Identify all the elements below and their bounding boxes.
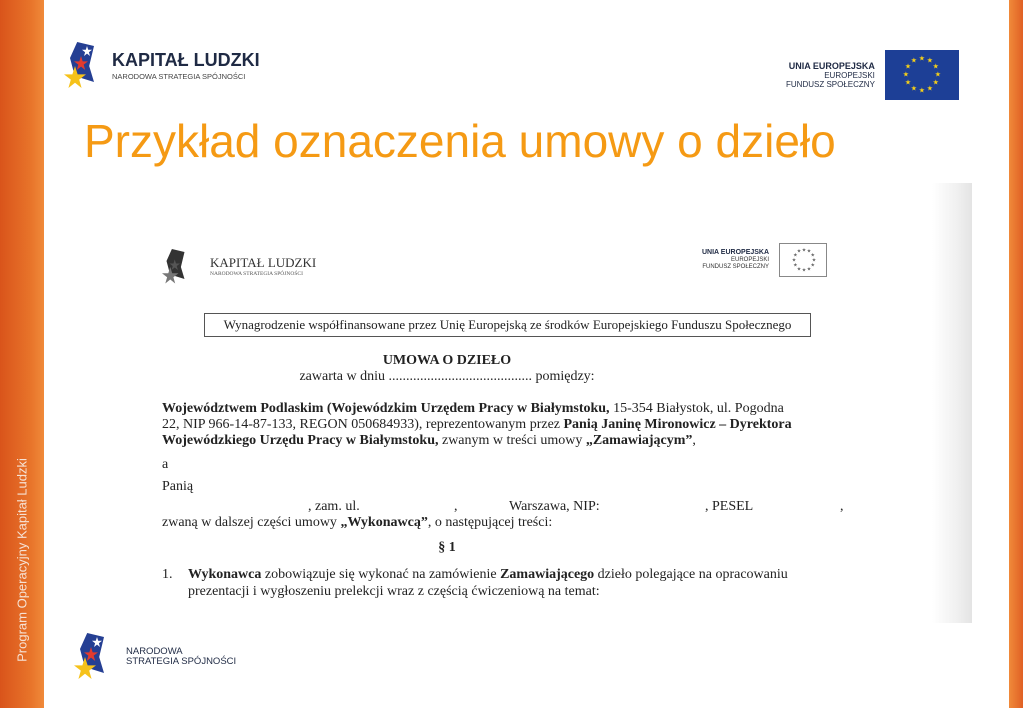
footer-logo-line1: NARODOWA bbox=[126, 646, 183, 658]
eu-star-icon: ★ bbox=[934, 71, 942, 79]
eu-star-icon: ★ bbox=[806, 249, 812, 255]
paragraph-1-sign: § 1 bbox=[438, 540, 456, 555]
logo-title: KAPITAŁ LUDZKI bbox=[112, 50, 260, 71]
eu-line3: FUNDUSZ SPOŁECZNY bbox=[786, 80, 875, 90]
document-logo-subtitle: NARODOWA STRATEGIA SPÓJNOŚCI bbox=[210, 270, 303, 277]
eu-flag-icon bbox=[885, 50, 959, 100]
document-eu-line2: EUROPEJSKI bbox=[731, 257, 770, 264]
page-fold-shadow bbox=[932, 183, 972, 623]
party1-line3: Wojewódzkiego Urzędu Pracy w Białymstoku, zwanym w treści umowy „Zamawiającym”, bbox=[162, 433, 696, 448]
document-eu-logo bbox=[702, 243, 827, 277]
eu-star-icon: ★ bbox=[796, 249, 802, 255]
eu-star-icon: ★ bbox=[932, 63, 939, 71]
right-orange-bar bbox=[1009, 0, 1023, 708]
item1-number: 1. bbox=[162, 567, 173, 582]
eu-star-icon: ★ bbox=[791, 258, 797, 264]
slide-title: Przykład oznaczenia umowy o dzieło bbox=[84, 115, 836, 167]
party1-line2: 22, NIP 966-14-87-133, REGON 050684933), reprezentowanym przez Panią Janinę Mironowicz – Dyrektora bbox=[162, 417, 792, 432]
eu-star-icon: ★ bbox=[796, 267, 802, 273]
funding-note: Wynagrodzenie współfinansowane przez Unię Europejską ze środków Europejskiego Funduszu Społecznego bbox=[204, 313, 811, 337]
document-eu-flag-icon bbox=[779, 243, 827, 277]
kapital-ludzki-emblem-icon bbox=[162, 249, 191, 285]
document-kapital-ludzki-logo bbox=[162, 243, 316, 291]
eu-star-icon: ★ bbox=[793, 253, 798, 259]
eu-star-icon: ★ bbox=[918, 87, 926, 95]
logo-subtitle: NARODOWA STRATEGIA SPÓJNOŚCI bbox=[112, 72, 246, 81]
conjunction-a: a bbox=[162, 457, 169, 472]
pesel-label: , PESEL bbox=[705, 499, 754, 514]
document-scan bbox=[62, 183, 972, 623]
item1-line1: Wykonawca zobowiązuje się wykonać na zamówienie Zamawiającego dzieło polegające na opracowaniu bbox=[188, 567, 788, 582]
eu-star-icon: ★ bbox=[918, 55, 926, 63]
eu-star-icon: ★ bbox=[926, 85, 934, 93]
narodowa-strategia-logo bbox=[74, 633, 236, 681]
eu-star-icon: ★ bbox=[806, 267, 812, 273]
eu-star-icon: ★ bbox=[932, 79, 939, 87]
eu-line2: EUROPEJSKI bbox=[824, 70, 875, 80]
eu-star-icon: ★ bbox=[902, 71, 910, 79]
footer-logo-line2: STRATEGIA SPÓJNOŚCI bbox=[126, 656, 237, 667]
party2-line: zwaną w dalszej części umowy „Wykonawcą”, o następującej treści: bbox=[162, 515, 553, 530]
eu-star-icon: ★ bbox=[801, 248, 807, 254]
contract-date-line: zawarta w dniu ......................................... pomiędzy: bbox=[299, 369, 595, 384]
document-eu-line3: FUNDUSZ SPOŁECZNY bbox=[702, 264, 770, 271]
eu-line1: UNIA EUROPEJSKA bbox=[788, 60, 875, 71]
city-nip-label: Warszawa, NIP: bbox=[509, 499, 600, 514]
program-vertical-label: Program Operacyjny Kapitał Ludzki bbox=[14, 458, 30, 662]
eu-star-icon: ★ bbox=[811, 258, 817, 264]
document-eu-line1: UNIA EUROPEJSKA bbox=[702, 249, 770, 257]
eu-star-icon: ★ bbox=[801, 268, 807, 274]
eu-star-icon: ★ bbox=[904, 79, 912, 87]
eu-star-icon: ★ bbox=[910, 85, 918, 93]
pesel-comma: , bbox=[840, 499, 844, 514]
eu-star-icon: ★ bbox=[904, 63, 912, 71]
pania-label: Panią bbox=[162, 479, 194, 494]
address-label: , zam. ul. bbox=[308, 499, 360, 514]
party1-line1: Województwem Podlaskim (Wojewódzkim Urzędem Pracy w Białymstoku, 15-354 Białystok, ul. Pogodna bbox=[162, 401, 784, 416]
eu-star-icon: ★ bbox=[810, 263, 815, 269]
strategia-emblem-icon bbox=[74, 633, 112, 681]
address-comma: , bbox=[454, 499, 458, 514]
contract-heading: UMOWA O DZIEŁO bbox=[382, 353, 512, 368]
eu-efs-logo bbox=[786, 50, 959, 100]
eu-star-icon: ★ bbox=[910, 57, 918, 65]
document-logo-title: KAPITAŁ LUDZKI bbox=[210, 255, 317, 271]
item1-line2: prezentacji i wygłoszeniu prelekcji wraz z częścią ćwiczeniową na temat: bbox=[188, 584, 600, 599]
eu-star-icon: ★ bbox=[926, 57, 934, 65]
eu-star-icon: ★ bbox=[793, 263, 798, 269]
eu-star-icon: ★ bbox=[810, 253, 815, 259]
kapital-ludzki-emblem-icon bbox=[64, 42, 102, 90]
kapital-ludzki-logo bbox=[64, 42, 260, 90]
